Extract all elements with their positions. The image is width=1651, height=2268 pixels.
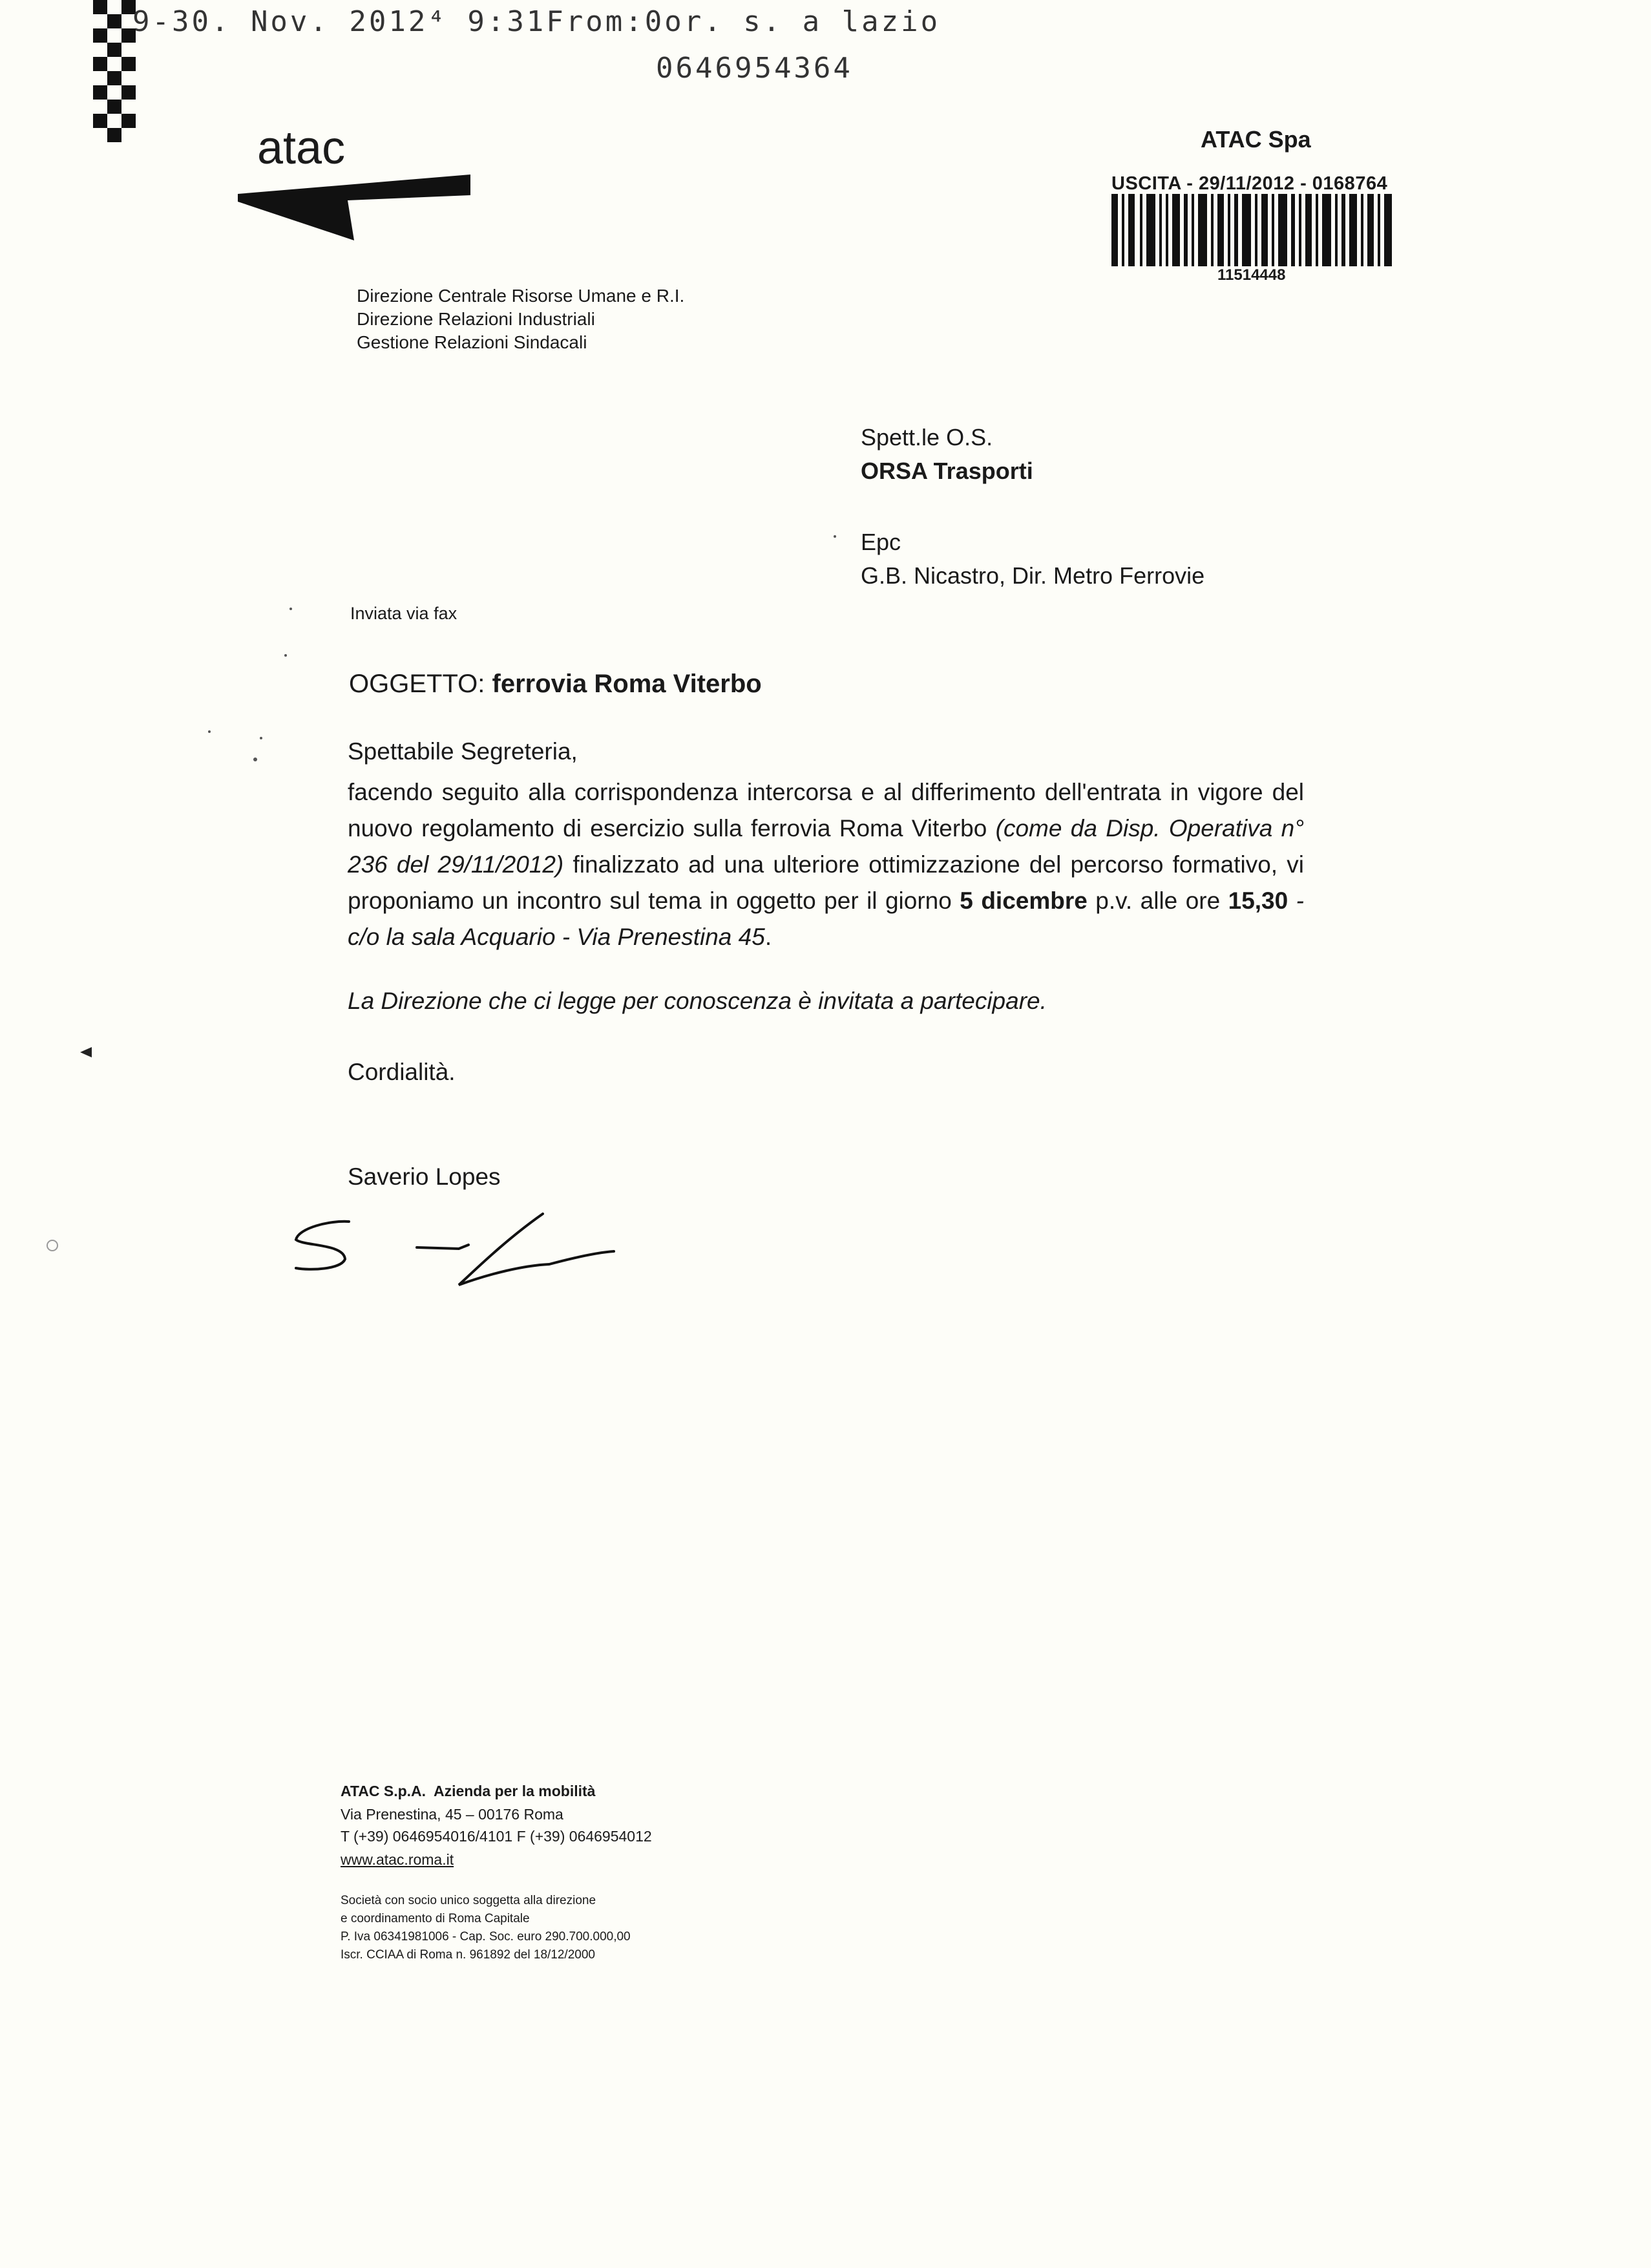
letter-body — [348, 774, 1304, 955]
recipient-name: ORSA Trasporti — [861, 458, 1033, 484]
body-paragraph: facendo seguito alla corrispondenza intercorsa e al differimento dell'entrata in vigore del nuovo regolamento di esercizio sulla ferrovia Roma Viterbo (come da Disp. Operativa n° 236 del 29/11/2012) finalizzato ad una ulteriore ottimizzazione del percorso formativo, vi proponiamo un incontro sul tema in oggetto per il giorno 5 dicembre p.v. alle ore 15,30 - c/o la sala Acquario - Via Prenestina 45. — [348, 779, 1305, 950]
scan-mark-icon — [79, 1044, 94, 1060]
fax-header-line: 9-30. Nov. 2012⁴ 9:31From:0or. s. a lazio — [132, 5, 941, 38]
footer-legal-line: Società con socio unico soggetta alla direzione — [341, 1894, 596, 1907]
signature-drawing — [284, 1202, 620, 1293]
company-name: ATAC Spa — [1201, 126, 1311, 153]
footer-legal-line: P. Iva 06341981006 - Cap. Soc. euro 290.700.000,00 — [341, 1930, 631, 1944]
footer-company-line — [341, 1783, 595, 1800]
footer-tagline: Azienda per la mobilità — [433, 1783, 596, 1799]
department-line: Gestione Relazioni Sindacali — [357, 332, 587, 352]
recipient-salutation: Spett.le O.S. — [861, 424, 993, 450]
footer-phones: T (+39) 0646954016/4101 F (+39) 0646954012 — [341, 1828, 652, 1845]
footer-legal-line: e coordinamento di Roma Capitale — [341, 1912, 530, 1925]
protocol-stamp: USCITA - 29/11/2012 - 0168764 — [1111, 173, 1388, 194]
meeting-time: 15,30 — [1228, 887, 1288, 914]
invitation-line: La Direzione che ci legge per conoscenza è invitata a partecipare. — [348, 988, 1047, 1014]
scan-speck — [284, 654, 287, 657]
fax-checker-mark — [93, 0, 137, 149]
fax-header-phone: 0646954364 — [656, 52, 853, 85]
department-line: Direzione Relazioni Industriali — [357, 309, 595, 329]
subject-line — [349, 670, 762, 699]
scan-speck — [834, 535, 836, 538]
delivery-note: Inviata via fax — [350, 604, 457, 623]
scan-speck — [208, 730, 211, 733]
footer-legal-line: Iscr. CCIAA di Roma n. 961892 del 18/12/2000 — [341, 1948, 595, 1962]
footer-company: ATAC S.p.A. — [341, 1783, 426, 1799]
scan-speck — [289, 608, 292, 610]
greeting: Spettabile Segreteria, — [348, 738, 578, 765]
cc-label: Epc — [861, 529, 901, 555]
scan-speck — [253, 758, 257, 761]
scan-speck — [260, 737, 262, 739]
scan-ring-icon — [45, 1238, 59, 1253]
closing: Cordialità. — [348, 1059, 456, 1085]
meeting-location: - c/o la sala Acquario - Via Prenestina 45 — [348, 887, 1304, 950]
barcode-number: 11514448 — [1217, 266, 1286, 284]
atac-logo: atac — [257, 122, 346, 174]
cc-name: G.B. Nicastro, Dir. Metro Ferrovie — [861, 562, 1205, 589]
department-line: Direzione Centrale Risorse Umane e R.I. — [357, 286, 685, 306]
footer-website-link[interactable]: www.atac.roma.it — [341, 1851, 454, 1868]
barcode-icon — [1111, 194, 1396, 266]
atac-logo-arrow-icon — [238, 169, 470, 240]
meeting-date: 5 dicembre — [960, 887, 1088, 914]
subject-label: OGGETTO: — [349, 670, 485, 698]
signatory-name: Saverio Lopes — [348, 1163, 501, 1190]
subject-text: ferrovia Roma Viterbo — [492, 670, 762, 698]
disposition-reference: (come da Disp. Operativa n° 236 del 29/11/2012) — [348, 815, 1305, 878]
footer-address: Via Prenestina, 45 – 00176 Roma — [341, 1806, 563, 1823]
